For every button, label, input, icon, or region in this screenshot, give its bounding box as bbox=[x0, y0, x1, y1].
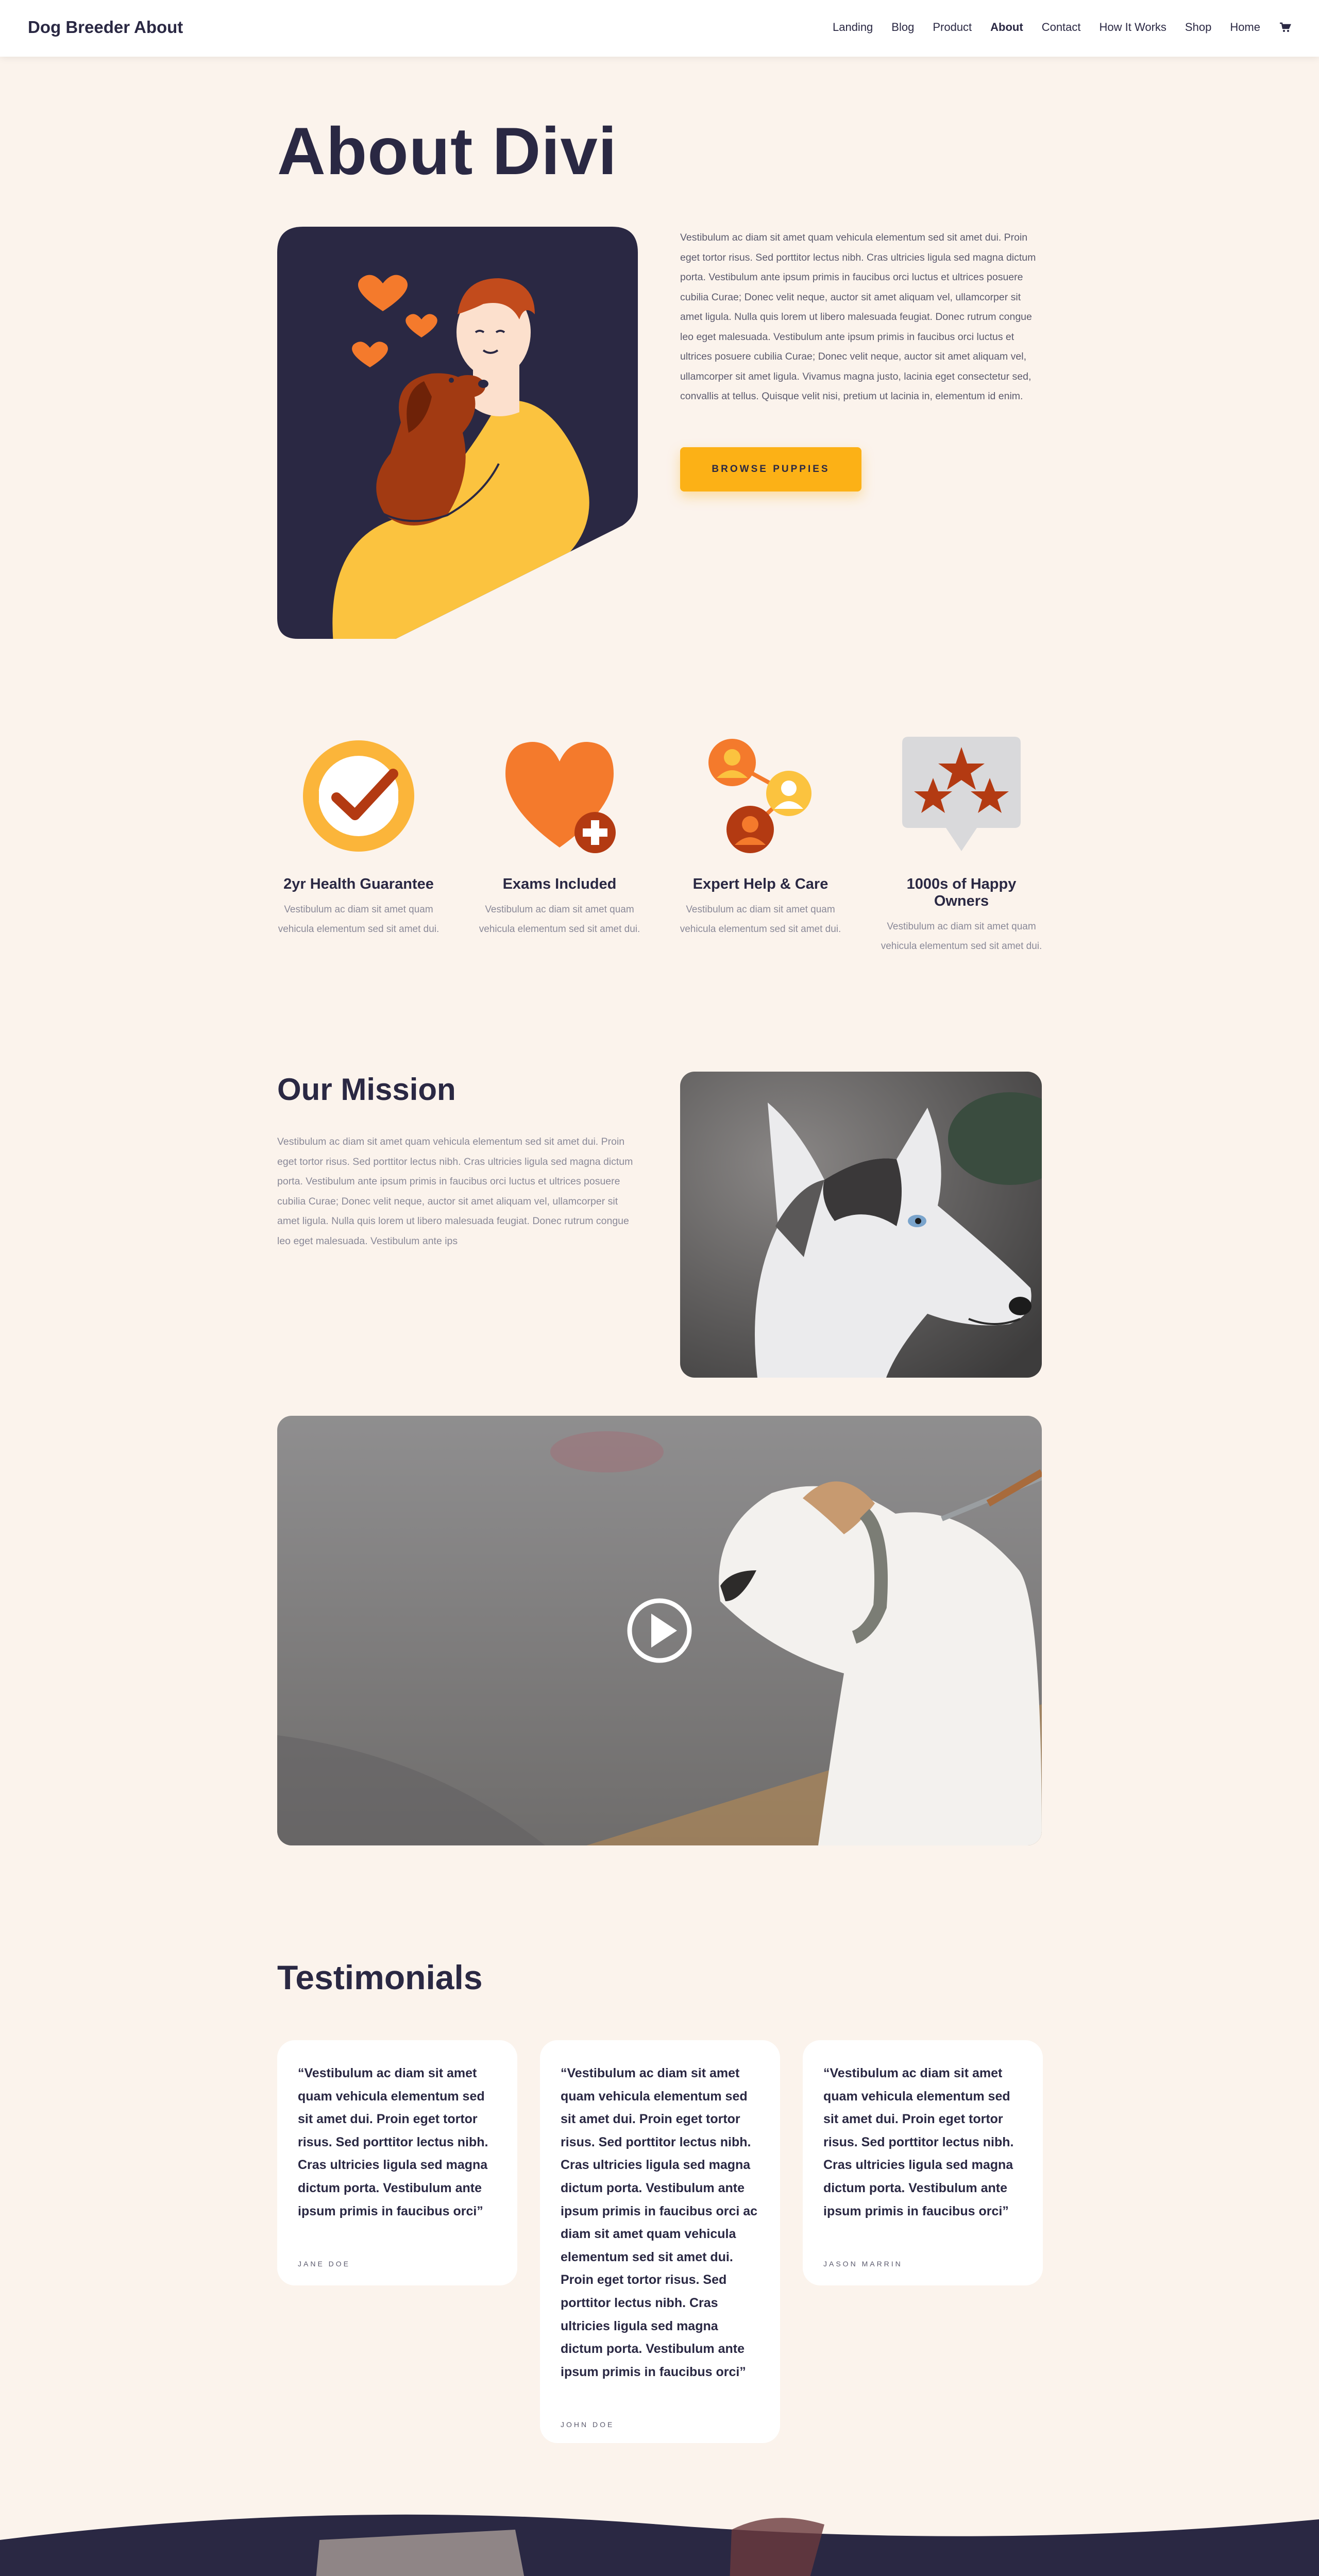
feature-happy-owners bbox=[880, 737, 1043, 956]
nav-shop[interactable]: Shop bbox=[1185, 21, 1212, 33]
testimonial-author: JANE DOE bbox=[298, 2260, 351, 2268]
testimonial-card bbox=[277, 2040, 517, 2285]
nav-contact[interactable]: Contact bbox=[1041, 21, 1081, 33]
stars-review-icon bbox=[902, 737, 1021, 855]
feature-description: Vestibulum ac diam sit amet quam vehicula elementum sed sit amet dui. bbox=[479, 904, 640, 935]
testimonial-card bbox=[803, 2040, 1043, 2285]
testimonial-card bbox=[540, 2040, 780, 2443]
feature-health-guarantee bbox=[277, 737, 440, 939]
cart-icon[interactable] bbox=[1279, 21, 1291, 33]
nav-about[interactable]: About bbox=[990, 21, 1023, 33]
site-logo[interactable]: Dog Breeder About bbox=[28, 18, 183, 37]
nav-home[interactable]: Home bbox=[1230, 21, 1260, 33]
nav-blog[interactable]: Blog bbox=[891, 21, 915, 33]
mission-title: Our Mission bbox=[277, 1072, 456, 1107]
nav-how-it-works[interactable]: How It Works bbox=[1099, 21, 1166, 33]
nav-product[interactable]: Product bbox=[933, 21, 972, 33]
site-header bbox=[0, 0, 1319, 57]
feature-expert-help bbox=[679, 737, 842, 939]
footer-background-illustration bbox=[0, 2509, 1319, 2576]
testimonial-quote: “Vestibulum ac diam sit amet quam vehicula elementum sed sit amet dui. Proin eget tortor risus. Sed porttitor lectus nibh. Cras ultricies ligula sed magna dictum porta. Vestibulum ante ipsum primis in faucibus orci ac diam sit amet quam vehicula elementum sed sit amet dui. Proin eget tortor risus. Sed porttitor lectus nibh. Cras ultricies ligula sed magna dictum porta. Vestibulum ante ipsum primis in faucibus orci” bbox=[561, 2066, 758, 2379]
feature-title: Exams Included bbox=[502, 876, 617, 892]
feature-title: 2yr Health Guarantee bbox=[283, 876, 434, 892]
feature-description: Vestibulum ac diam sit amet quam vehicula elementum sed sit amet dui. bbox=[680, 904, 841, 935]
nav-landing[interactable]: Landing bbox=[832, 21, 873, 33]
video-player[interactable] bbox=[277, 1416, 1042, 1845]
feature-description: Vestibulum ac diam sit amet quam vehicula elementum sed sit amet dui. bbox=[881, 921, 1042, 952]
browse-puppies-button[interactable]: BROWSE PUPPIES bbox=[680, 447, 861, 492]
mission-paragraph: Vestibulum ac diam sit amet quam vehicula elementum sed sit amet dui. Proin eget tortor risus. Sed porttitor lectus nibh. Cras ultricies ligula sed magna dictum porta. Vestibulum ante ipsum primis in faucibus orci luctus et ultrices posuere cubilia Curae; Donec velit neque, auctor sit amet aliquam vel, ullamcorper sit amet ligula. Nulla quis lorem ut libero malesuada feugiat. Donec rutrum congue leo eget malesuada. Vestibulum ante ips bbox=[277, 1136, 633, 1247]
feature-title: Expert Help & Care bbox=[692, 876, 828, 892]
feature-description: Vestibulum ac diam sit amet quam vehicula elementum sed sit amet dui. bbox=[278, 904, 439, 935]
page-title: About Divi bbox=[277, 113, 617, 189]
testimonials-title: Testimonials bbox=[277, 1958, 483, 1996]
feature-title: 1000s of Happy Owners bbox=[906, 876, 1017, 909]
hero-paragraph: Vestibulum ac diam sit amet quam vehicula elementum sed sit amet dui. Proin eget tortor risus. Sed porttitor lectus nibh. Cras ultricies ligula sed magna dictum porta. Vestibulum ante ipsum primis in faucibus orci luctus et ultrices posuere cubilia Curae; Donec velit neque, auctor sit amet aliquam vel, ullamcorper sit amet ligula. Nulla quis lorem ut libero malesuada feugiat. Donec rutrum congue leo eget malesuada. Vestibulum ante ipsum primis in faucibus orci luctus et ultrices posuere cubilia Curae; Donec velit neque, auctor sit amet aliquam vel, ullamcorper sit amet ligula. Vivamus magna justo, lacinia eget consectetur sed, convallis at tellus. Quisque velit nisi, pretium ut lacinia in, elementum id enim. bbox=[680, 232, 1036, 402]
testimonial-author: JASON MARRIN bbox=[823, 2260, 903, 2268]
feature-exams-included bbox=[478, 737, 641, 939]
owner-hugging-dog-illustration bbox=[277, 227, 638, 639]
testimonial-quote: “Vestibulum ac diam sit amet quam vehicula elementum sed sit amet dui. Proin eget tortor risus. Sed porttitor lectus nibh. Cras ultricies ligula sed magna dictum porta. Vestibulum ante ipsum primis in faucibus orci” bbox=[298, 2066, 488, 2218]
expert-network-icon bbox=[701, 737, 820, 855]
heart-medical-icon bbox=[500, 737, 619, 855]
testimonial-quote: “Vestibulum ac diam sit amet quam vehicula elementum sed sit amet dui. Proin eget tortor risus. Sed porttitor lectus nibh. Cras ultricies ligula sed magna dictum porta. Vestibulum ante ipsum primis in faucibus orci” bbox=[823, 2066, 1014, 2218]
bulldog-video-thumbnail bbox=[277, 1416, 1042, 1845]
main-nav bbox=[833, 21, 1291, 34]
testimonial-author: JOHN DOE bbox=[561, 2420, 615, 2429]
husky-photo bbox=[680, 1072, 1042, 1378]
checkmark-badge-icon bbox=[299, 737, 418, 855]
